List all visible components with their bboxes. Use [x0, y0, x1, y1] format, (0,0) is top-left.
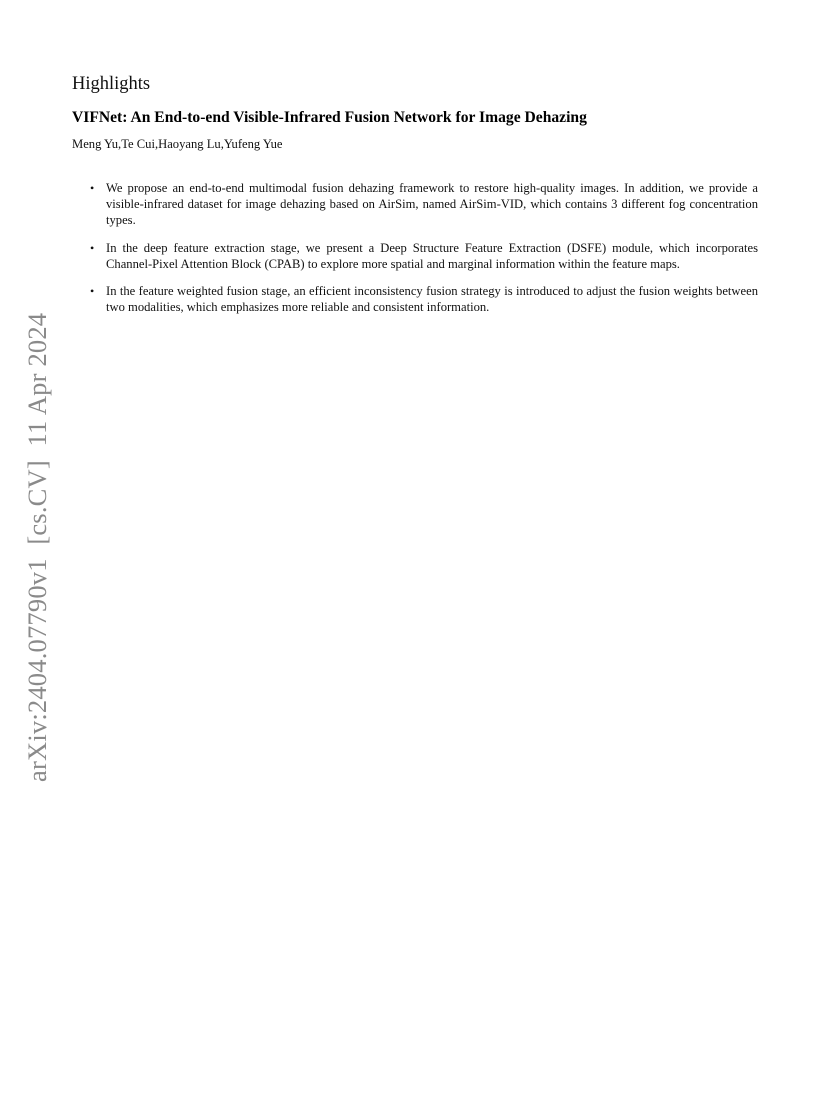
paper-title: VIFNet: An End-to-end Visible-Infrared Fusion Network for Image Dehazing	[72, 109, 587, 126]
highlight-item	[90, 180, 758, 229]
highlight-item	[90, 240, 758, 272]
bullet-icon: •	[90, 284, 95, 299]
highlights-list	[90, 180, 758, 326]
section-heading: Highlights	[72, 74, 151, 94]
highlight-text: We propose an end-to-end multimodal fusion dehazing framework to restore high-quality images. In addition, we provide a visible-infrared dataset for image dehazing based on AirSim, named AirSim-VID, which contains 3 different fog concentration types.	[106, 181, 758, 228]
bullet-icon: •	[90, 240, 95, 255]
author-list: Meng Yu,Te Cui,Haoyang Lu,Yufeng Yue	[72, 137, 283, 151]
highlight-text: In the feature weighted fusion stage, an efficient inconsistency fusion strategy is introduced to adjust the fusion weights between two modalities, which emphasizes more reliable and consistent information.	[106, 284, 758, 315]
bullet-icon: •	[90, 181, 95, 195]
highlight-item	[90, 283, 758, 315]
arxiv-identifier-stamp: arXiv:2404.07790v1 [cs.CV] 11 Apr 2024	[22, 312, 52, 782]
highlight-text: In the deep feature extraction stage, we present a Deep Structure Feature Extraction (DSFE) module, which incorporates Channel-Pixel Attention Block (CPAB) to explore more spatial and marginal information within the feature maps.	[106, 240, 758, 271]
